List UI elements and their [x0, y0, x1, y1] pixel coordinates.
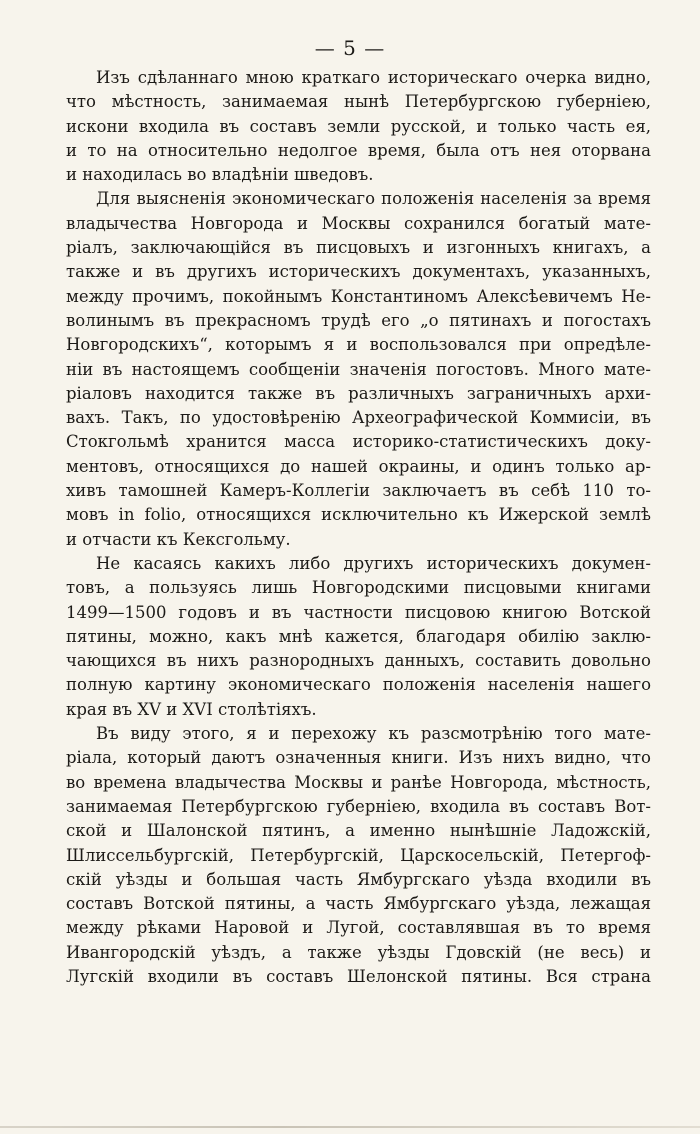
text-line: ріаловъ находится также въ различныхъ заграничныхъ архи- — [66, 383, 651, 403]
text-line: края въ XV и XVI столѣтіяхъ. — [66, 699, 317, 719]
text-line: владычества Новгорода и Москвы сохранился богатый мате- — [66, 213, 651, 233]
text-line: Лугскій входили въ составъ Шелонской пятины. Вся страна — [66, 966, 651, 986]
text-line: Не касаясь какихъ либо другихъ историческихъ докумен- — [96, 553, 651, 573]
text-line: ріала, который даютъ означенныя книги. Изъ нихъ видно, что — [66, 748, 651, 768]
paragraph-3 — [66, 552, 651, 722]
text-line: Шлиссельбургскій, Петербургскій, Царскосельскій, Петергоф- — [66, 845, 651, 865]
text-body — [66, 66, 651, 989]
text-line: ской и Шалонской пятинъ, а именно нынѣшніе Ладожскій, — [66, 821, 651, 841]
text-line: Для выясненія экономическаго положенія населенія за время — [96, 189, 651, 209]
text-line: ментовъ, относящихся до нашей окраины, и одинъ только ар- — [66, 456, 651, 476]
text-line: Въ виду этого, я и перехожу къ разсмотрѣнію того мате- — [96, 724, 651, 744]
text-line: Ивангородскій уѣздъ, а также уѣзды Гдовскій (не весь) и — [66, 942, 651, 962]
text-line: занимаемая Петербургскою губерніею, входила въ составъ Вот- — [66, 796, 651, 816]
text-line: что мѣстность, занимаемая нынѣ Петербургскою губерніею, — [66, 92, 651, 112]
bottom-edge-rule — [0, 1126, 700, 1128]
text-line: чающихся въ нихъ разнородныхъ данныхъ, составить довольно — [66, 651, 651, 671]
text-line: между рѣками Наровой и Лугой, составлявшая въ то время — [66, 918, 651, 938]
paragraph-1 — [66, 66, 651, 187]
text-line: 1499—1500 годовъ и въ частности писцовою книгою Вотской — [66, 602, 651, 622]
text-line: товъ, а пользуясь лишь Новгородскими писцовыми книгами — [66, 578, 651, 598]
text-line: ніи въ настоящемъ сообщеніи значенія погостовъ. Много мате- — [66, 359, 651, 379]
text-line: Изъ сдѣланнаго мною краткаго историческаго очерка видно, — [96, 68, 651, 87]
text-line: мовъ in folio, относящихся исключительно къ Ижерской землѣ — [66, 505, 651, 525]
text-line: волинымъ въ прекрасномъ трудѣ его „о пятинахъ и погостахъ — [66, 310, 651, 330]
text-line: также и въ другихъ историческихъ документахъ, указанныхъ, — [66, 262, 651, 282]
text-line: скій уѣзды и большая часть Ямбургскаго уѣзда входили въ — [66, 869, 651, 889]
text-line: между прочимъ, покойнымъ Константиномъ Алексѣевичемъ Не- — [66, 286, 651, 306]
text-line: и то на относительно недолгое время, была отъ нея оторвана — [66, 140, 651, 160]
text-line: полную картину экономическаго положенія населенія нашего — [66, 675, 651, 695]
text-line: хивъ тамошней Камеръ-Коллегіи заключаетъ въ себѣ 110 то- — [66, 481, 651, 501]
text-line: и отчасти къ Кексгольму. — [66, 529, 291, 549]
text-line: ріалъ, заключающійся въ писцовыхъ и изгонныхъ книгахъ, а — [66, 238, 651, 258]
paragraph-4 — [66, 722, 651, 989]
text-line: во времена владычества Москвы и ранѣе Новгорода, мѣстность, — [66, 772, 651, 792]
text-line: и находилась во владѣніи шведовъ. — [66, 165, 374, 185]
text-line: Новгородскихъ“, которымъ я и воспользовался при опредѣле- — [66, 335, 651, 355]
text-line: Стокгольмѣ хранится масса историко-статистическихъ доку- — [66, 432, 651, 452]
text-line: пятины, можно, какъ мнѣ кажется, благодаря обилію заклю- — [66, 626, 651, 646]
text-line: составъ Вотской пятины, а часть Ямбургскаго уѣзда, лежащая — [66, 894, 651, 914]
text-line: вахъ. Такъ, по удостовѣренію Археографической Коммисіи, въ — [66, 408, 651, 428]
text-line: искони входила въ составъ земли русской, и только часть ея, — [66, 116, 651, 136]
paragraph-2 — [66, 187, 651, 551]
page-number: — 5 — — [314, 36, 386, 60]
